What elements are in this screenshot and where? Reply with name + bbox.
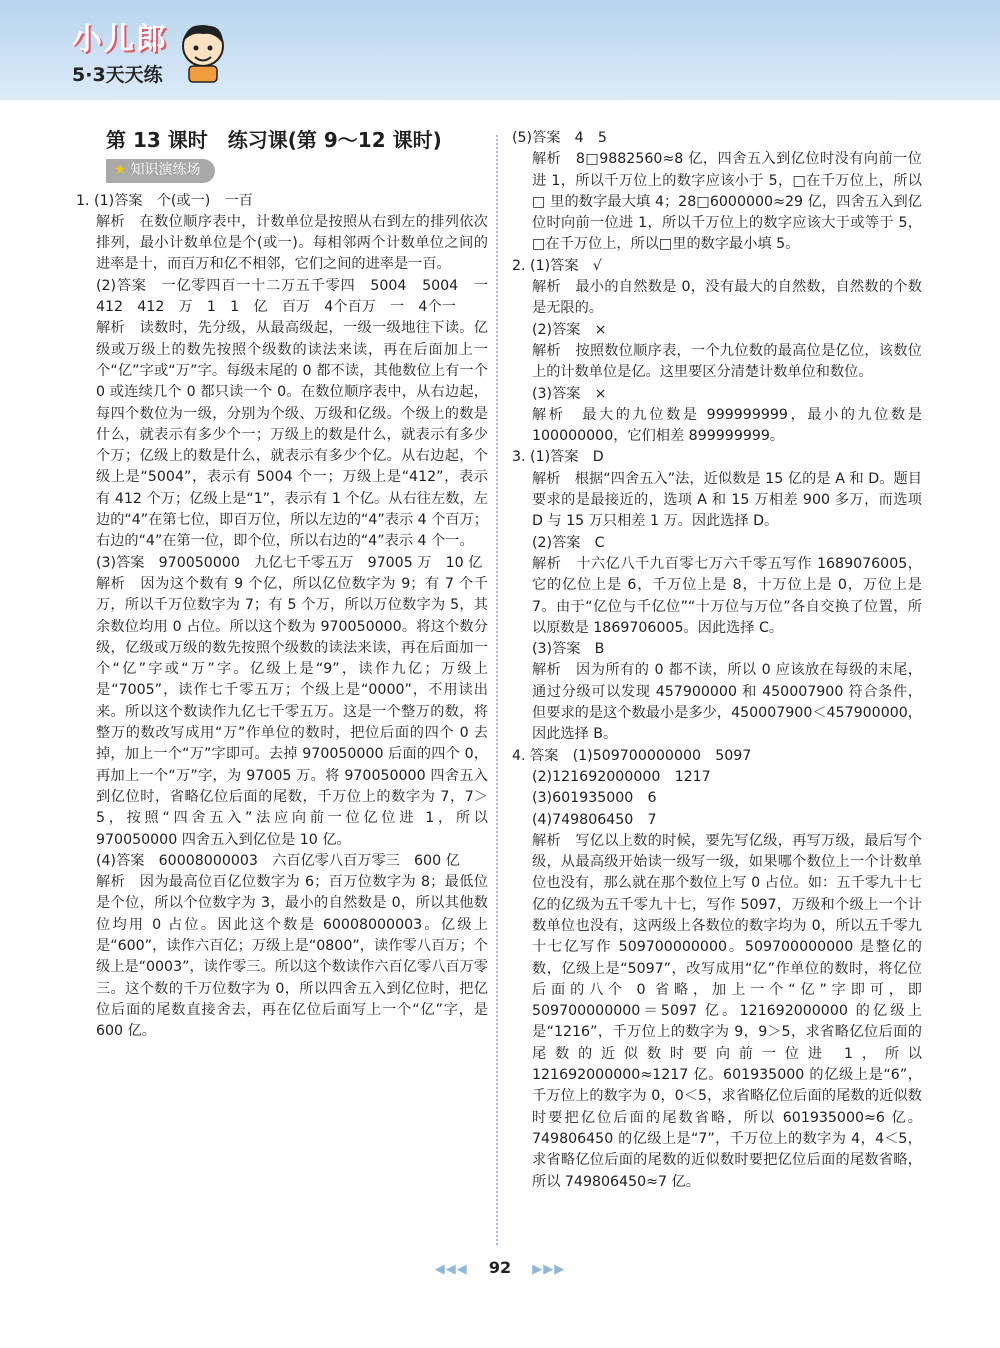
analysis-1-4: 解析 因为最高位百亿位数字为 6；百万位数字为 8；最低位是个位，所以个位数字为 3，最小的自然数是 0，所以其他数位均用 0 占位。因此这个数是 60008000003。亿级上是“600”，读作六百亿；万级上是“0800”，读作零八百万；个级上是“0003”，读作零三。所以这个数读作六百亿零八百万零三。这个数的千万位数字为 0，所以四舍五入到亿位时，把亿位后面的尾数直接舍去，再在亿位后面写上一个“亿”字，是 600 亿。 [96,874,488,1040]
answer-2-3: (3)答案 × [532,385,607,402]
answer-2-1: 2. (1)答案 √ [512,257,602,274]
analysis-3-1: 解析 根据“四舍五入”法，近似数是 15 亿的是 A 和 D。题目要求的是最接近的，选项 A 和 15 万相差 900 多万，而选项 D 与 15 万只相差 1 万。因此选择 D。 [532,470,922,530]
page-number: 92 [488,1258,512,1277]
answer-1-2: (2)答案 一亿零四百一十二万五千零四 5004 5004 一 412 412 万 1 1 亿 百万 4个百万 一 4个一 [96,277,503,316]
analysis-3-3: 解析 因为所有的 0 都不读，所以 0 应该放在每级的末尾，通过分级可以发现 457900000 和 450007900 符合条件，但要求的是这个数最小是多少，450007900＜457900000，因此选择 B。 [532,662,922,743]
answer-1-5: (5)答案 4 5 [512,130,607,146]
star-icon: ★ [114,162,127,179]
answer-3-1: 3. (1)答案 D [512,449,604,466]
answer-1-4: (4)答案 60008000003 六百亿零八百万零三 600 亿 [96,852,460,869]
header-band [0,0,1000,100]
left-column [76,128,503,1042]
prev-arrows-icon: ◀◀◀ [434,1262,468,1277]
analysis-3-2: 解析 十六亿八千九百零七万六千零五写作 1689076005，它的亿位上是 6，千万位上是 8，十万位上是 0，万位上是 7。由于“亿位与千亿位”“十万位与万位”各自交换了位置，所以原数是 1869706005。因此选择 C。 [532,555,922,636]
answer-3-3: (3)答案 B [532,641,605,658]
analysis-1-2: 解析 读数时，先分级，从最高级起，一级一级地往下读。亿级或万级上的数先按照个级数的读法来读，再在后面加上一个“亿”字或“万”字。每级末尾的 0 都不读，其他数位上有一个 0 或连续几个 0 都只读一个 0。在数位顺序表中，从右边起，每四个数位为一级，分别为个级、万级和亿级。个级上的数是什么，就表示有多少个一；万级上的数是什么，就表示有多少个万；亿级上的数是什么，就表示有多少个亿。从右边起，个级上是“5004”，表示有 5004 个一；万级上是“412”，表示有 412 个万；亿级上是“1”，表示有 1 个亿。从右往左数，左边的“4”在第七位，即百万位，所以左边的“4”表示 4 个百万；右边的“4”在第一位，即个位，所以右边的“4”表示 4 个一。 [96,320,488,550]
right-column [512,128,922,1193]
analysis-2-1: 解析 最小的自然数是 0，没有最大的自然数，自然数的个数是无限的。 [532,279,922,317]
answer-4-3: (3)601935000 6 [532,790,657,807]
answer-4-4: (4)749806450 7 [532,811,657,828]
answer-1-1: 1. (1)答案 个(或一) 一百 [76,192,253,209]
brand-logo [72,14,168,87]
page-footer [0,1258,1000,1277]
answer-4-2: (2)121692000000 1217 [532,768,711,785]
analysis-1-3: 解析 因为这个数有 9 个亿，所以亿位数字为 9；有 7 个千万，所以千万位数字为 7；有 5 个万，所以万位数字为 5，其余数位均用 0 占位。所以这个数为 970050000。将这个数分级，亿级或万级的数先按照个级数的读法来读，再在后面加一个“亿”字或“万”字。亿级上是“9”，读作九亿；万级上是“7005”，读作七千零五万；个级上是“0000”，不用读出来。所以这个数读作九亿七千零五万。这是一个整万的数，将整万的数改写成用“万”作单位的数时，把位后面的四个 0 去掉，加上一个“万”字即可。去掉 970050000 后面的四个 0，再加上一个“万”字，为 97005 万。将 970050000 四舍五入到亿位时，省略亿位后面的尾数，千万位上的数字为 7，7＞5，按照“四舍五入”法应向前一位亿位进 1，所以 970050000 四舍五入到亿位是 10 亿。 [96,575,488,848]
lesson-title: 第 13 课时 练习课(第 9～12 课时) [106,128,442,152]
answer-3-2: (2)答案 C [532,534,605,551]
mascot-icon [175,20,231,84]
answer-4-1: 4. 答案 (1)509700000000 5097 [512,747,752,764]
analysis-1-1: 解析 在数位顺序表中，计数单位是按照从右到左的排列依次排列，最小计数单位是个(或一)。每相邻两个计数单位之间的进率是十，而百万和亿不相邻，它们之间的进率是一百。 [96,213,488,273]
next-arrows-icon: ▶▶▶ [532,1262,566,1277]
answer-2-2: (2)答案 × [532,321,607,338]
section-label: 知识演练场 [130,162,201,179]
brand-name: 小儿郎 [72,22,168,57]
analysis-4: 解析 写亿以上数的时候，要先写亿级，再写万级，最后写个级，从最高级开始读一级写一级，如果哪个数位上一个计数单位也没有，那么就在那个数位上写 0 占位。如：五千零九十七亿的亿级为五千零九十七，写作 5097，万级和个级上一个计数单位也没有，这两级上各数位的数字均为 0，所以五千零九十七亿写作 509700000000。509700000000 是整亿的数，亿级上是“5097”，改写成用“亿”作单位的数时，将亿位后面的八个 0 省略，加上一个“亿”字即可，即 509700000000＝5097 亿。121692000000 的亿级上是“1216”，千万位上的数字为 9，9＞5，求省略亿位后面的尾数的近似数时要向前一位进 1，所以 121692000000≈1217 亿。601935000 的亿级上是“6”，千万位上的数字为 0，0＜5，求省略亿位后面的尾数的近似数时要把亿位后面的尾数省略，所以 601935000≈6 亿。749806450 的亿级上是“7”，千万位上的数字为 4，4＜5，求省略亿位后面的尾数的近似数时要把亿位后面的尾数省略，所以 749806450≈7 亿。 [532,832,922,1190]
section-badge [106,159,215,182]
brand-subtitle: 5·3天天练 [72,64,163,86]
column-divider [496,135,498,1245]
analysis-2-2: 解析 按照数位顺序表，一个九位数的最高位是亿位，该数位上的计数单位是亿。这里要区分清楚计数单位和数位。 [532,342,922,381]
answer-1-3: (3)答案 970050000 九亿七千零五万 97005 万 10 亿 [96,554,483,571]
analysis-2-3: 解析 最大的九位数是 999999999，最小的九位数是 100000000，它们相差 899999999。 [532,406,922,445]
analysis-1-5: 解析 8□9882560≈8 亿，四舍五入到亿位时没有向前一位进 1，所以千万位上的数字应该小于 5，□在千万位上，所以 □ 里的数字最大填 4；28□6000000≈29 亿，四舍五入到亿位时向前一位进 1，所以千万位上的数字应该大于或等于 5，□在千万位上，所以□里的数字最小填 5。 [532,151,922,253]
